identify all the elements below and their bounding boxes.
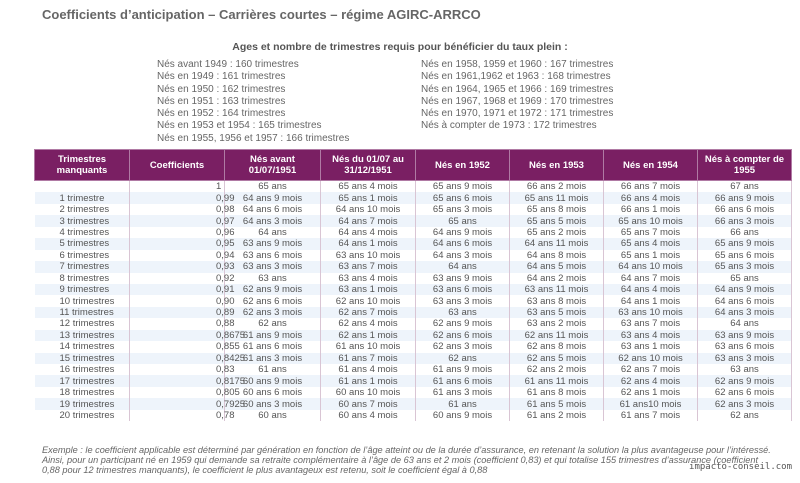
age-cell: 64 ans 11 mois	[510, 238, 604, 249]
age-cell: 65 ans 9 mois	[416, 181, 510, 193]
missing-quarters-cell: 13 trimestres	[35, 330, 130, 341]
age-cell: 62 ans 10 mois	[321, 295, 416, 306]
age-cell: 64 ans 9 mois	[225, 192, 321, 203]
table-row	[35, 192, 792, 203]
missing-quarters-cell: 16 trimestres	[35, 364, 130, 375]
age-cell: 61 ans	[416, 398, 510, 409]
age-cell: 60 ans 9 mois	[416, 410, 510, 421]
age-cell: 64 ans 1 mois	[321, 238, 416, 249]
age-cell: 65 ans 6 mois	[416, 192, 510, 203]
requirement-line: Nés en 1958, 1959 et 1960 : 167 trimestres	[421, 59, 614, 70]
age-cell: 61 ans 3 mois	[225, 353, 321, 364]
age-cell: 66 ans 6 mois	[698, 204, 792, 215]
age-cell: 66 ans	[698, 227, 792, 238]
table-row	[35, 387, 792, 398]
example-note: Exemple : le coefficient applicable est déterminé par génération en fonction de l’âge atteint ou de la durée d’assurance, en retenant la solution la plus avantageuse pour l’intéressé. Ainsi, pour un participant né en 1959 qui demande sa retraite complémentaire à l’âge de 63 ans et 2 mois (coefficient 0,83) et qui totalise 155 trimestres d’assurance (coefficient 0,88 pour 12 trimestres manquants), le coefficient le plus avantageux est retenu, soit le coefficient égal à 0,88	[42, 445, 771, 476]
header-born-h2-1951: Nés du 01/07 au 31/12/1951	[321, 150, 416, 181]
age-cell: 66 ans 7 mois	[604, 181, 698, 193]
table-row	[35, 398, 792, 409]
missing-quarters-cell: 8 trimestres	[35, 273, 130, 284]
age-cell: 62 ans 6 mois	[698, 387, 792, 398]
age-cell: 62 ans 10 mois	[604, 353, 698, 364]
age-cell: 62 ans 3 mois	[698, 398, 792, 409]
age-cell: 62 ans 2 mois	[510, 364, 604, 375]
table-row	[35, 353, 792, 364]
age-cell: 64 ans 5 mois	[510, 261, 604, 272]
missing-quarters-cell: 3 trimestres	[35, 215, 130, 226]
requirement-line: Nés en 1949 : 161 trimestres	[157, 71, 286, 83]
age-cell: 61 ans10 mois	[604, 398, 698, 409]
age-cell: 60 ans 9 mois	[225, 375, 321, 386]
age-cell: 66 ans 9 mois	[698, 192, 792, 203]
age-cell: 64 ans 10 mois	[604, 261, 698, 272]
age-cell: 65 ans	[225, 181, 321, 193]
age-cell: 66 ans 1 mois	[604, 204, 698, 215]
age-cell: 63 ans 10 mois	[604, 307, 698, 318]
age-cell: 62 ans 9 mois	[698, 375, 792, 386]
age-cell: 61 ans 10 mois	[321, 341, 416, 352]
coefficient-cell: 0,98	[130, 204, 225, 215]
missing-quarters-cell: 18 trimestres	[35, 387, 130, 398]
table-row	[35, 410, 792, 421]
requirement-line: Nés en 1967, 1968 et 1969 : 170 trimestres	[421, 95, 614, 107]
age-cell: 60 ans 3 mois	[225, 398, 321, 409]
age-cell: 62 ans 1 mois	[321, 330, 416, 341]
age-cell: 64 ans 1 mois	[604, 295, 698, 306]
age-cell: 61 ans 11 mois	[510, 375, 604, 386]
age-cell: 65 ans 3 mois	[416, 204, 510, 215]
age-cell: 60 ans 4 mois	[321, 410, 416, 421]
requirement-line: Nés en 1953 et 1954 : 165 trimestres	[157, 120, 322, 132]
missing-quarters-cell: 2 trimestres	[35, 204, 130, 215]
age-cell: 61 ans 6 mois	[416, 375, 510, 386]
age-cell: 65 ans	[698, 273, 792, 284]
table-row	[35, 330, 792, 341]
age-cell: 65 ans 4 mois	[321, 181, 416, 193]
table-row	[35, 364, 792, 375]
age-cell: 62 ans 9 mois	[416, 318, 510, 329]
age-cell: 64 ans 6 mois	[225, 204, 321, 215]
age-cell: 63 ans 1 mois	[604, 341, 698, 352]
coefficient-cell: 1	[130, 181, 225, 193]
age-cell: 64 ans 9 mois	[698, 284, 792, 295]
requirement-line: Nés en 1951 : 163 trimestres	[157, 95, 286, 107]
table-row	[35, 318, 792, 329]
header-born-1954: Nés en 1954	[604, 150, 698, 181]
age-cell: 63 ans 6 mois	[416, 284, 510, 295]
age-cell: 65 ans	[416, 215, 510, 226]
coefficient-cell: 0,97	[130, 215, 225, 226]
coefficient-cell: 0,7925	[130, 398, 225, 409]
age-cell: 64 ans	[225, 227, 321, 238]
requirement-line: Nés en 1970, 1971 et 1972 : 171 trimestres	[421, 108, 614, 120]
age-cell: 64 ans 6 mois	[698, 295, 792, 306]
table-row	[35, 307, 792, 318]
missing-quarters-cell: 4 trimestres	[35, 227, 130, 238]
age-cell: 61 ans	[225, 364, 321, 375]
age-cell: 62 ans 8 mois	[510, 341, 604, 352]
coefficient-cell: 0,94	[130, 250, 225, 261]
age-cell: 63 ans 6 mois	[698, 341, 792, 352]
header-coefficients: Coefficients	[130, 150, 225, 181]
age-cell: 65 ans 2 mois	[510, 227, 604, 238]
age-cell: 64 ans 4 mois	[321, 227, 416, 238]
age-cell: 61 ans 7 mois	[604, 410, 698, 421]
age-cell: 61 ans 9 mois	[416, 364, 510, 375]
coefficient-cell: 0,8675	[130, 330, 225, 341]
age-cell: 63 ans 4 mois	[604, 330, 698, 341]
age-cell: 65 ans 1 mois	[321, 192, 416, 203]
missing-quarters-cell: 6 trimestres	[35, 250, 130, 261]
table-row	[35, 238, 792, 249]
header-born-1952: Nés en 1952	[416, 150, 510, 181]
age-cell: 61 ans 1 mois	[321, 375, 416, 386]
coefficient-cell: 0,89	[130, 307, 225, 318]
age-cell: 63 ans 5 mois	[510, 307, 604, 318]
age-cell: 64 ans	[416, 261, 510, 272]
coefficient-cell: 0,96	[130, 227, 225, 238]
requirement-line: Nés avant 1949 : 160 trimestres	[157, 59, 299, 70]
requirement-line: Nés en 1955, 1956 et 1957 : 166 trimestres	[157, 132, 350, 144]
table-row	[35, 181, 792, 193]
age-cell: 62 ans 5 mois	[510, 353, 604, 364]
age-cell: 60 ans 10 mois	[321, 387, 416, 398]
coefficient-cell: 0,83	[130, 364, 225, 375]
coefficient-cell: 0,90	[130, 295, 225, 306]
page-title: Coefficients d’anticipation – Carrières courtes – régime AGIRC-ARRCO	[42, 7, 481, 22]
missing-quarters-cell: 9 trimestres	[35, 284, 130, 295]
age-cell: 60 ans	[225, 410, 321, 421]
missing-quarters-cell: 1 trimestre	[35, 192, 130, 203]
age-cell: 62 ans	[225, 318, 321, 329]
coefficient-cell: 0,8425	[130, 353, 225, 364]
watermark: impacto-conseil.com	[689, 462, 792, 472]
requirement-line: Nés en 1961,1962 et 1963 : 168 trimestres	[421, 71, 611, 83]
header-born-before-07-1951: Nés avant 01/07/1951	[225, 150, 321, 181]
age-cell: 65 ans 11 mois	[510, 192, 604, 203]
age-cell: 62 ans 9 mois	[225, 284, 321, 295]
age-cell: 62 ans 1 mois	[604, 387, 698, 398]
age-cell: 63 ans 4 mois	[321, 273, 416, 284]
age-cell: 63 ans 2 mois	[510, 318, 604, 329]
coefficient-cell: 0,78	[130, 410, 225, 421]
requirements-list-left	[157, 59, 349, 145]
coefficient-cell: 0,88	[130, 318, 225, 329]
table-row	[35, 250, 792, 261]
age-cell: 62 ans 3 mois	[416, 341, 510, 352]
coefficient-cell: 0,805	[130, 387, 225, 398]
age-cell: 64 ans 4 mois	[604, 284, 698, 295]
table-row	[35, 295, 792, 306]
age-cell: 63 ans 7 mois	[321, 261, 416, 272]
age-cell: 63 ans 3 mois	[416, 295, 510, 306]
age-cell: 65 ans 5 mois	[510, 215, 604, 226]
age-cell: 67 ans	[698, 181, 792, 193]
age-cell: 64 ans 3 mois	[416, 250, 510, 261]
age-cell: 64 ans 3 mois	[698, 307, 792, 318]
missing-quarters-cell: 12 trimestres	[35, 318, 130, 329]
age-cell: 62 ans 7 mois	[604, 364, 698, 375]
age-cell: 62 ans 4 mois	[321, 318, 416, 329]
age-cell: 65 ans 7 mois	[604, 227, 698, 238]
age-cell: 64 ans 6 mois	[416, 238, 510, 249]
missing-quarters-cell	[35, 181, 130, 193]
table-row	[35, 284, 792, 295]
table-header-row	[35, 150, 792, 181]
age-cell: 63 ans 9 mois	[225, 238, 321, 249]
age-cell: 63 ans	[225, 273, 321, 284]
age-cell: 61 ans 5 mois	[510, 398, 604, 409]
age-cell: 65 ans 9 mois	[698, 238, 792, 249]
missing-quarters-cell: 20 trimestres	[35, 410, 130, 421]
coefficient-cell: 0,92	[130, 273, 225, 284]
missing-quarters-cell: 15 trimestres	[35, 353, 130, 364]
age-cell: 62 ans 11 mois	[510, 330, 604, 341]
age-cell: 62 ans	[416, 353, 510, 364]
age-cell: 61 ans 3 mois	[416, 387, 510, 398]
table-row	[35, 341, 792, 352]
table-row	[35, 273, 792, 284]
age-cell: 64 ans 7 mois	[604, 273, 698, 284]
age-cell: 64 ans 9 mois	[416, 227, 510, 238]
age-cell: 62 ans 3 mois	[225, 307, 321, 318]
missing-quarters-cell: 10 trimestres	[35, 295, 130, 306]
age-cell: 62 ans 6 mois	[416, 330, 510, 341]
age-cell: 64 ans 7 mois	[321, 215, 416, 226]
coefficients-table	[34, 149, 792, 421]
age-cell: 64 ans 3 mois	[225, 215, 321, 226]
age-cell: 64 ans	[698, 318, 792, 329]
missing-quarters-cell: 5 trimestres	[35, 238, 130, 249]
table-row	[35, 375, 792, 386]
table-row	[35, 215, 792, 226]
requirement-line: Nés en 1964, 1965 et 1966 : 169 trimestres	[421, 83, 614, 95]
age-cell: 66 ans 2 mois	[510, 181, 604, 193]
missing-quarters-cell: 11 trimestres	[35, 307, 130, 318]
age-cell: 66 ans 4 mois	[604, 192, 698, 203]
coefficient-cell: 0,93	[130, 261, 225, 272]
age-cell: 61 ans 9 mois	[225, 330, 321, 341]
age-cell: 62 ans 7 mois	[321, 307, 416, 318]
age-cell: 65 ans 8 mois	[510, 204, 604, 215]
missing-quarters-cell: 19 trimestres	[35, 398, 130, 409]
age-cell: 63 ans 3 mois	[698, 353, 792, 364]
table-body	[35, 181, 792, 422]
age-cell: 65 ans 4 mois	[604, 238, 698, 249]
age-cell: 65 ans 1 mois	[604, 250, 698, 261]
age-cell: 63 ans 1 mois	[321, 284, 416, 295]
age-cell: 64 ans 2 mois	[510, 273, 604, 284]
age-cell: 61 ans 4 mois	[321, 364, 416, 375]
age-cell: 63 ans 9 mois	[698, 330, 792, 341]
age-cell: 66 ans 3 mois	[698, 215, 792, 226]
age-cell: 60 ans 6 mois	[225, 387, 321, 398]
coefficient-cell: 0,95	[130, 238, 225, 249]
age-cell: 64 ans 10 mois	[321, 204, 416, 215]
age-cell: 63 ans	[698, 364, 792, 375]
age-cell: 63 ans 6 mois	[225, 250, 321, 261]
age-cell: 60 ans 7 mois	[321, 398, 416, 409]
table-row	[35, 261, 792, 272]
age-cell: 63 ans	[416, 307, 510, 318]
age-cell: 63 ans 3 mois	[225, 261, 321, 272]
coefficient-cell: 0,99	[130, 192, 225, 203]
missing-quarters-cell: 7 trimestres	[35, 261, 130, 272]
age-cell: 61 ans 2 mois	[510, 410, 604, 421]
age-cell: 62 ans	[698, 410, 792, 421]
table-row	[35, 227, 792, 238]
age-cell: 63 ans 11 mois	[510, 284, 604, 295]
requirements-list-right	[421, 59, 613, 133]
age-cell: 62 ans 4 mois	[604, 375, 698, 386]
coefficient-cell: 0,91	[130, 284, 225, 295]
age-cell: 63 ans 7 mois	[604, 318, 698, 329]
age-cell: 64 ans 8 mois	[510, 250, 604, 261]
age-cell: 62 ans 6 mois	[225, 295, 321, 306]
coefficient-cell: 0,855	[130, 341, 225, 352]
requirement-line: Nés à compter de 1973 : 172 trimestres	[421, 120, 597, 132]
requirement-line: Nés en 1950 : 162 trimestres	[157, 83, 286, 95]
missing-quarters-cell: 14 trimestres	[35, 341, 130, 352]
age-cell: 65 ans 10 mois	[604, 215, 698, 226]
age-cell: 65 ans 6 mois	[698, 250, 792, 261]
age-cell: 65 ans 3 mois	[698, 261, 792, 272]
age-cell: 61 ans 7 mois	[321, 353, 416, 364]
table-row	[35, 204, 792, 215]
coefficient-cell: 0,8175	[130, 375, 225, 386]
age-cell: 63 ans 9 mois	[416, 273, 510, 284]
missing-quarters-cell: 17 trimestres	[35, 375, 130, 386]
header-missing-quarters: Trimestres manquants	[35, 150, 130, 181]
header-born-1953: Nés en 1953	[510, 150, 604, 181]
requirement-line: Nés en 1952 : 164 trimestres	[157, 108, 286, 120]
header-born-from-1955: Nés à compter de 1955	[698, 150, 792, 181]
age-cell: 63 ans 10 mois	[321, 250, 416, 261]
age-cell: 61 ans 6 mois	[225, 341, 321, 352]
age-cell: 61 ans 8 mois	[510, 387, 604, 398]
age-cell: 63 ans 8 mois	[510, 295, 604, 306]
requirements-heading: Ages et nombre de trimestres requis pour bénéficier du taux plein :	[232, 41, 568, 53]
